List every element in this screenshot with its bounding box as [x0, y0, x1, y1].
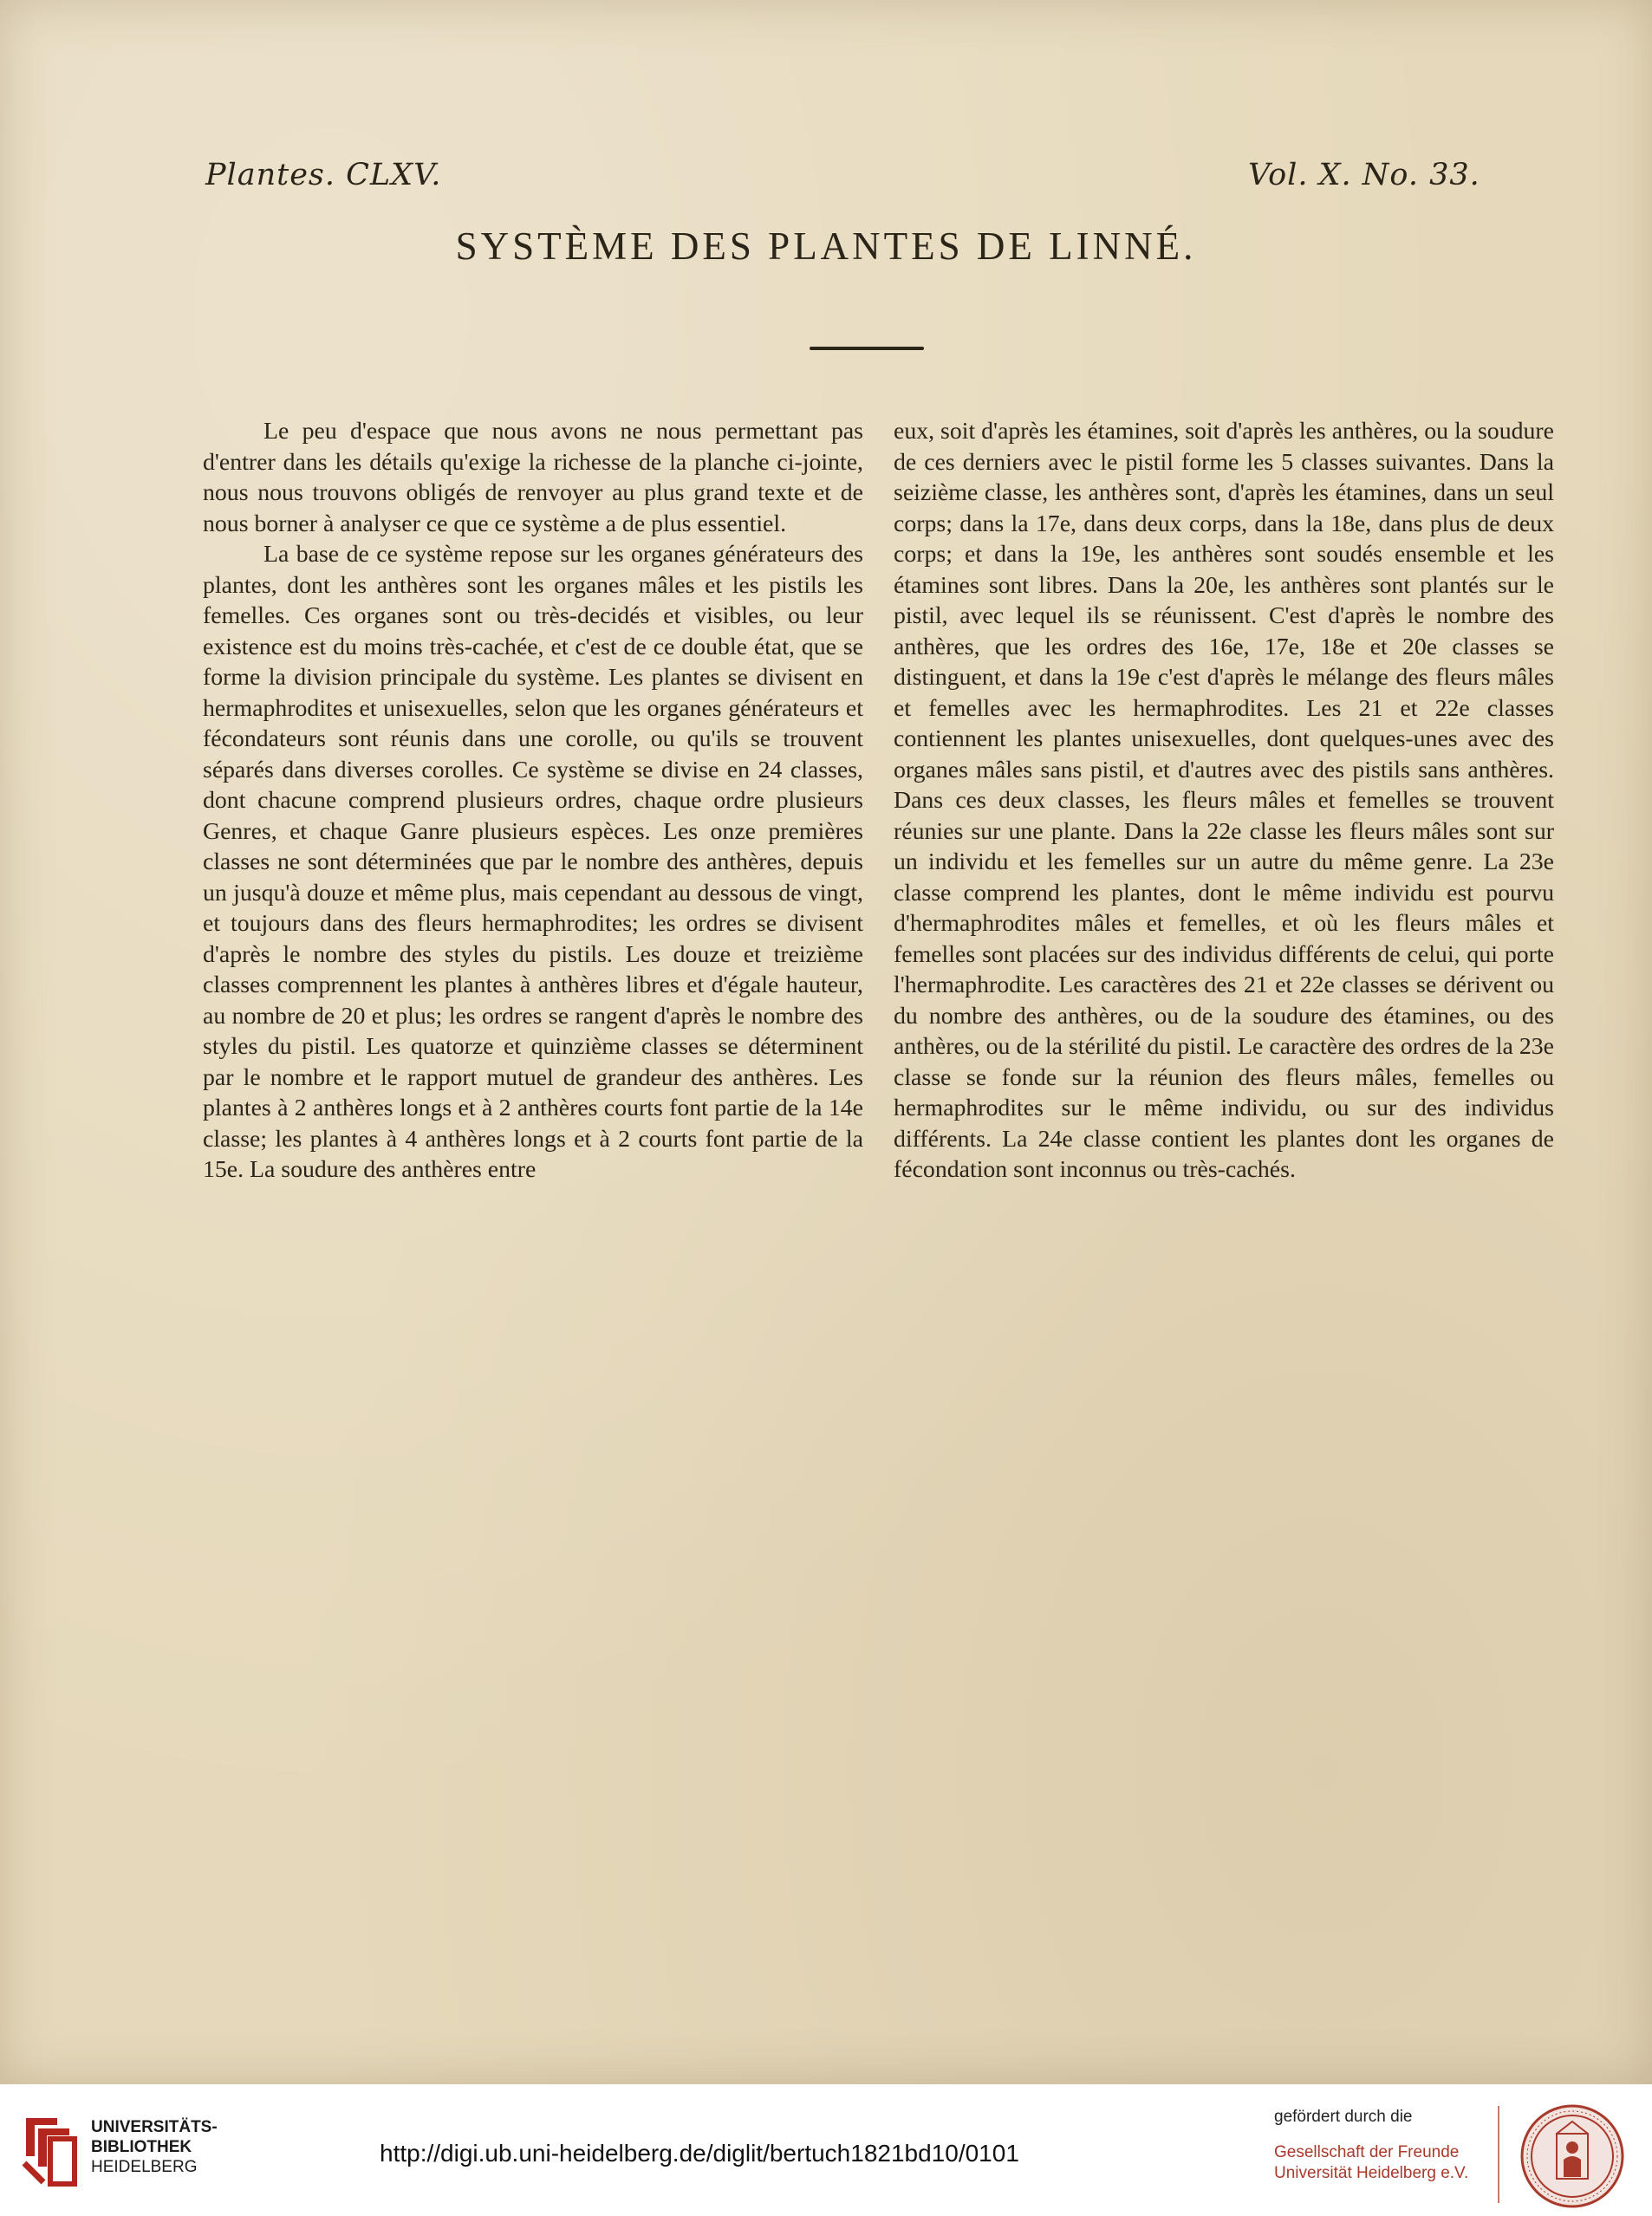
library-name-line: BIBLIOTHEK: [91, 2138, 192, 2156]
title-divider: [810, 347, 924, 350]
society-name: [1274, 2142, 1468, 2184]
ub-heidelberg-logo-icon: [19, 2115, 80, 2187]
funded-by-label: gefördert durch die: [1274, 2108, 1413, 2126]
paragraph: La base de ce système repose sur les organes générateurs des plantes, dont les anthères sont les organes mâles et les pistils les femelles. Ces organes sont ou très-decidés et visibles, ou leur existence est du moins très-cachée, et c'est de ce double état, que se forme la division principale du système. Les plantes se divisent en hermaphrodites et unisexuelles, selon que les organes générateurs et fécondateurs sont réunis dans une corolle, ou qu'ils se trouvent séparés dans diverses corolles. Ce système se divise en 24 classes, dont chacune comprend plusieurs ordres, chaque ordre plusieurs Genres, et chaque Ganre plusieurs espèces. Les onze premières classes ne sont déterminées que par le nombre des anthères, depuis un jusqu'à douze et même plus, mais cependant au dessous de vingt, et toujours dans des fleurs hermaphrodites; les ordres se divisent d'après le nombre des styles du pistils. Les douze et treizième classes comprennent les plantes à anthères libres et d'égale hauteur, au nombre de 20 et plus; les ordres se rangent d'après le nombre des styles du pistil. Les quatorze et quinzième classes se déterminent par le nombre et le rapport mutuel de grandeur des anthères. Les plantes à 2 anthères longs et à 2 anthères courts font partie de la 14e classe; les plantes à 4 anthères longs et à 2 courts font partie de la 15e. La soudure des anthères entre: [203, 541, 863, 1183]
header-plate-label: Plantes. CLXV.: [205, 158, 442, 192]
society-name-line: Universität Heidelberg e.V.: [1274, 2164, 1469, 2182]
library-name-line: HEIDELBERG: [91, 2158, 198, 2176]
library-name-line: UNIVERSITÄTS-: [91, 2118, 218, 2136]
footer-divider: [1498, 2106, 1499, 2203]
society-name-line: Gesellschaft der Freunde: [1274, 2143, 1460, 2161]
page-title: SYSTÈME DES PLANTES DE LINNÉ.: [455, 224, 1197, 268]
header-volume-label: Vol. X. No. 33.: [1248, 158, 1480, 192]
paragraph: eux, soit d'après les étamines, soit d'après les anthères, ou la soudure de ces derniers avec le pistil forme les 5 classes suivantes. Dans la seizième classe, les anthères sont, d'après les étamines, dans un seul corps; dans la 17e, dans deux corps, dans la 18e, dans plus de deux corps; et dans la 19e, les anthères sont soudés ensemble et les étamines sont libres. Dans la 20e, les anthères sont plantés sur le pistil, avec lequel ils se réunissent. C'est d'après le nombre des anthères, que les ordres des 16e, 17e, 18e et 20e classes se distinguent, et dans la 19e c'est d'après le mélange des fleurs mâles et femelles avec les hermaphrodites. Les 21 et 22e classes contiennent les plantes unisexuelles, dont quelques-unes avec des organes mâles sans pistil, et d'autres avec des pistils sans anthères. Dans ces deux classes, les fleurs mâles et femelles se trouvent réunies sur une plante. Dans la 22e classe les fleurs mâles sont sur un individu et les femelles sur un autre du même genre. La 23e classe comprend les plantes, dont le même individu est pourvu d'hermaphrodites mâles et femelles, et où les fleurs mâles et femelles sont placées sur des individus différents de celui, qui porte l'hermaphrodite. Les caractères des 21 et 22e classes se dérivent ou du nombre des anthères, ou de la soudure des étamines, ou des anthères, ou de la stérilité du pistil. Le caractère des ordres de la 23e classe se fonde sur la réunion des fleurs mâles, femelles ou hermaphrodites sur le même individu, ou sur des individus différents. La 24e classe contient les plantes dont les organes de fécondation sont inconnus ou très-cachés.: [894, 418, 1554, 1183]
text-column-right: [894, 416, 1554, 1186]
paragraph: Le peu d'espace que nous avons ne nous permettant pas d'entrer dans les détails qu'exige la richesse de la planche ci-jointe, nous nous trouvons obligés de renvoyer au plus grand texte et de nous borner à analyser ce que ce système a de plus essentiel.: [203, 418, 863, 537]
text-column-left: [203, 416, 863, 1186]
permalink-url[interactable]: http://digi.ub.uni-heidelberg.de/diglit/bertuch1821bd10/0101: [380, 2140, 1019, 2167]
university-seal-icon: [1519, 2102, 1626, 2210]
library-name: [91, 2117, 218, 2177]
